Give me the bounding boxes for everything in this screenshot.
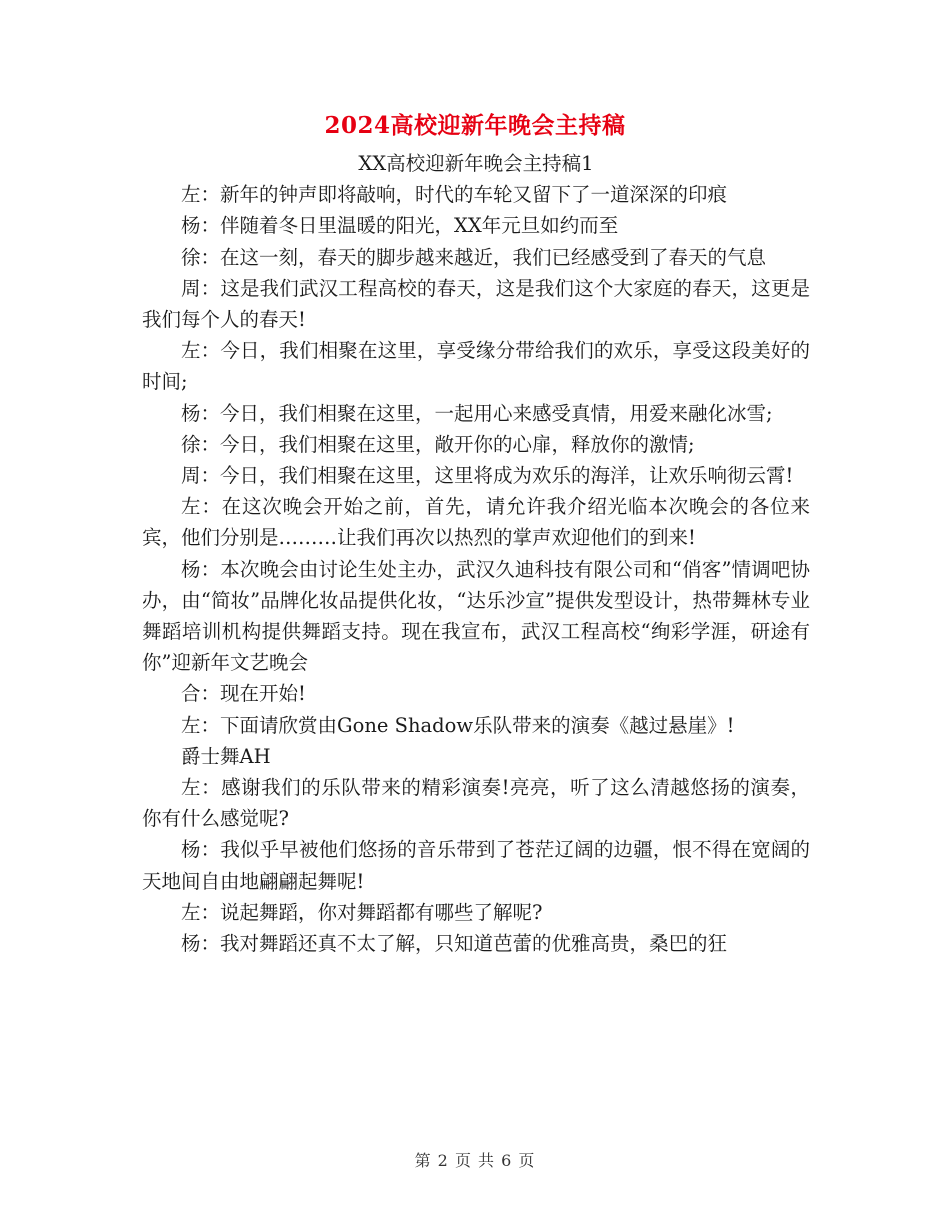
- paragraph: 爵士舞AH: [181, 744, 271, 768]
- paragraph: 杨：伴随着冬日里温暖的阳光，XX年元旦如约而至: [181, 214, 619, 238]
- paragraph: 周：这是我们武汉工程高校的春天，这是我们这个大家庭的春天，这更是我们每个人的春天!: [142, 276, 810, 332]
- paragraph: 合：现在开始!: [181, 682, 306, 706]
- page-footer: 第 2 页 共 6 页: [414, 1151, 536, 1170]
- paragraph: 左：下面请欣赏由Gone Shadow乐队带来的演奏《越过悬崖》!: [181, 713, 735, 737]
- document-body: [142, 148, 810, 959]
- paragraph: 周：今日，我们相聚在这里，这里将成为欢乐的海洋，让欢乐响彻云霄!: [181, 464, 794, 488]
- paragraph: 杨：今日，我们相聚在这里，一起用心来感受真情，用爱来融化冰雪;: [181, 401, 773, 425]
- paragraph: 左：说起舞蹈，你对舞蹈都有哪些了解呢?: [181, 900, 543, 924]
- paragraph: 杨：我似乎早被他们悠扬的音乐带到了苍茫辽阔的边疆，恨不得在宽阔的天地间自由地翩翩起舞呢!: [142, 838, 810, 893]
- paragraph: 徐：在这一刻，春天的脚步越来越近，我们已经感受到了春天的气息: [181, 245, 767, 269]
- paragraph: 杨：我对舞蹈还真不太了解，只知道芭蕾的优雅高贵，桑巴的狂: [181, 932, 728, 956]
- document-subtitle: XX高校迎新年晚会主持稿1: [358, 152, 594, 175]
- paragraph: 左：新年的钟声即将敲响，时代的车轮又留下了一道深深的印痕: [181, 183, 728, 207]
- paragraph: 左：在这次晚会开始之前，首先，请允许我介绍光临本次晚会的各位来宾，他们分别是………让我们再次以热烈的掌声欢迎他们的到来!: [142, 495, 810, 550]
- paragraph: 左：感谢我们的乐队带来的精彩演奏!亮亮，听了这么清越悠扬的演奏，你有什么感觉呢?: [142, 776, 810, 831]
- paragraph: 杨：本次晚会由讨论生处主办，武汉久迪科技有限公司和“俏客”情调吧协办，由“简妆”品牌化妆品提供化妆，“达乐沙宣”提供发型设计，热带舞林专业舞蹈培训机构提供舞蹈支持。现在我宣布，武汉工程高校“绚彩学涯，研途有你”迎新年文艺晚会: [142, 557, 810, 675]
- paragraph: 徐：今日，我们相聚在这里，敞开你的心扉，释放你的激情;: [181, 432, 695, 456]
- document-title: 2024高校迎新年晚会主持稿: [324, 112, 626, 139]
- paragraph: 左：今日，我们相聚在这里，享受缘分带给我们的欢乐，享受这段美好的时间;: [142, 339, 810, 394]
